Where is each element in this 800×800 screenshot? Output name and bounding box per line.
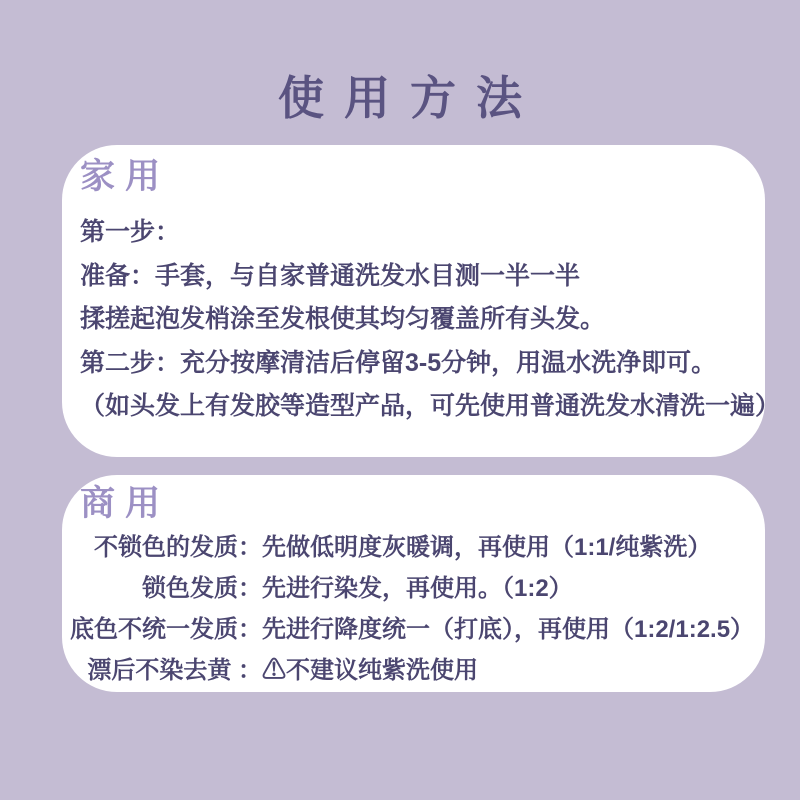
commercial-use-card [62,475,765,692]
commercial-row-locked-color [62,568,765,609]
home-prepare-line: 准备：手套，与自家普通洗发水目测一半一半 [80,261,581,290]
row-warning-text: 不建议纯紫洗使用 [286,657,478,684]
home-step-1-label: 第一步： [80,218,181,246]
row-label: 漂后不染去黄 ： [87,657,262,684]
home-note-line: （如头发上有发胶等造型产品，可先使用普通洗发水清洗一遍） [80,392,781,420]
home-use-card [62,145,781,457]
home-step-2-line: 第二步：充分按摩清洁后停留3-5分钟，用温水洗净即可。 [80,348,717,377]
commercial-row-unlocked-color [62,527,765,568]
page-title: 使用方法 [278,71,542,125]
commercial-row-bleached [62,650,765,691]
row-text [262,650,478,691]
commercial-card-heading: 商用 [80,483,171,524]
home-lather-line: 揉搓起泡发梢涂至发根使其均匀覆盖所有头发。 [80,305,606,333]
row-text: 先做低明度灰暖调，再使用（1:1/纯紫洗） [262,534,712,561]
row-label: 不锁色的发质： [94,534,262,561]
row-text: 先进行降度统一（打底），再使用（1:2/1:2.5） [262,616,755,643]
row-label: 底色不统一发质： [70,616,262,643]
warning-icon: ⚠ [262,657,286,684]
home-card-heading: 家用 [80,156,171,197]
row-text: 先进行染发，再使用。（1:2） [262,575,573,602]
row-label: 锁色发质： [142,575,262,602]
commercial-row-uneven-base [62,609,765,650]
